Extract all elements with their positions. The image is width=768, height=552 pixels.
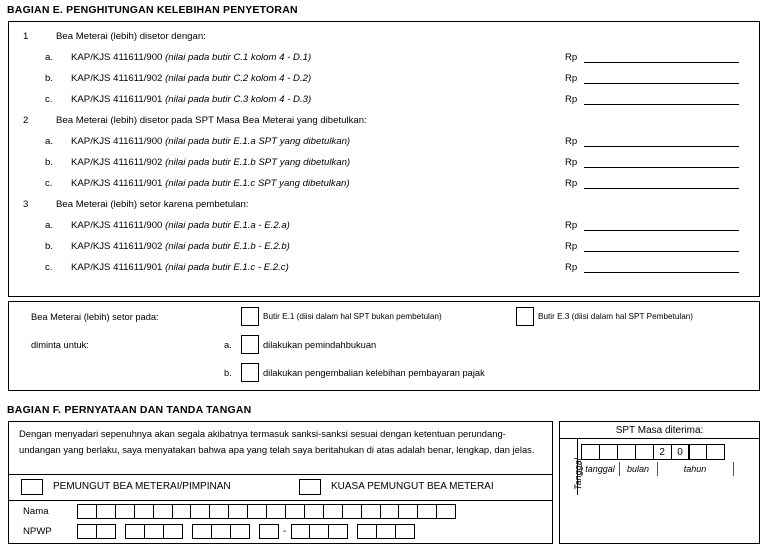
receipt-date-cell[interactable]: 0 [671,444,690,460]
npwp-cell[interactable] [395,524,415,539]
receipt-panel [559,421,760,544]
npwp-gap [348,524,357,539]
nama-cell[interactable] [361,504,381,519]
item-note: (nilai pada butir E.1.c SPT yang dibetulkan) [165,178,350,189]
amount-input-line[interactable] [584,230,739,231]
npwp-group [291,524,349,539]
item-row [9,68,759,89]
item-row [9,236,759,257]
item-code: KAP/KJS 411611/900 [71,220,166,231]
receipt-date-cell[interactable] [706,444,725,460]
nama-cell[interactable] [96,504,116,519]
item-row [9,89,759,110]
receipt-vertical-label-text: Tanggal [573,458,583,490]
group-title: Bea Meterai (lebih) disetor pada SPT Masa Bea Meterai yang dibetulkan: [56,115,367,126]
receipt-date-cell[interactable]: 2 [653,444,672,460]
receipt-date-cell[interactable] [617,444,636,460]
item-text [71,173,350,194]
item-letter: a. [45,220,54,231]
npwp-group [357,524,415,539]
nama-input[interactable] [77,504,456,519]
receipt-date-sublabel: tahun [683,464,707,474]
checkbox-kuasa-pemungut-label: KUASA PEMUNGUT BEA METERAI [331,481,494,492]
currency-label: Rp [565,178,578,189]
nama-cell[interactable] [134,504,154,519]
npwp-group [125,524,183,539]
amount-input-line[interactable] [584,62,739,63]
checkbox-butir-e1-label: Butir E.1 (diisi dalam hal SPT bukan pembetulan) [263,312,442,321]
npwp-cell[interactable] [328,524,348,539]
item-note: (nilai pada butir C.1 kolom 4 - D.1) [165,52,312,63]
receipt-date-cell[interactable] [581,444,600,460]
receipt-date-cells[interactable] [581,444,725,460]
checkbox-butir-e3[interactable] [516,307,534,326]
request-label: diminta untuk: [31,340,89,350]
npwp-cell[interactable] [230,524,250,539]
nama-cell[interactable] [190,504,210,519]
receipt-date-cell[interactable] [599,444,618,460]
checkbox-kuasa-pemungut[interactable] [299,479,321,495]
receipt-date-labels [581,462,733,476]
npwp-cell[interactable] [291,524,311,539]
receipt-title: SPT Masa diterima: [560,422,759,439]
receipt-date-tick [657,462,658,476]
item-note: (nilai pada butir E.1.c - E.2.c) [165,262,289,273]
receipt-date-tick [619,462,620,476]
item-letter: b. [45,241,54,252]
amount-input-line[interactable] [584,83,739,84]
amount-input-line[interactable] [584,272,739,273]
section-f-rule-top [9,474,552,475]
npwp-label: NPWP [23,526,52,537]
npwp-cell[interactable] [192,524,212,539]
npwp-cell[interactable] [77,524,97,539]
item-code: KAP/KJS 411611/901 [71,262,166,273]
group-title: Bea Meterai (lebih) disetor dengan: [56,31,206,42]
nama-cell[interactable] [304,504,324,519]
npwp-cell[interactable] [259,524,279,539]
item-row [9,152,759,173]
group-title-row [9,194,759,215]
declaration-statement: Dengan menyadari sepenuhnya akan segala akibatnya termasuk sanksi-sanksi sesuai dengan ketentuan perundang-undangan yang berlaku, saya menyatakan bahwa apa yang telah saya beritahukan di atas adalah benar, lengkap, dan jelas. [19,428,535,455]
item-text [71,89,311,110]
nama-cell[interactable] [380,504,400,519]
currency-label: Rp [565,136,578,147]
group-number: 1 [23,31,29,42]
receipt-date-sublabel: tanggal [585,464,615,474]
item-note: (nilai pada butir C.3 kolom 4 - D.3) [165,94,312,105]
item-text [71,47,311,68]
npwp-cell[interactable] [96,524,116,539]
setor-label: Bea Meterai (lebih) setor pada: [31,312,159,322]
item-code: KAP/KJS 411611/900 [71,52,166,63]
item-letter: c. [45,178,53,189]
item-code: KAP/KJS 411611/902 [71,73,166,84]
npwp-input[interactable] [77,524,415,539]
receipt-date-cell[interactable] [635,444,654,460]
nama-cell[interactable] [417,504,437,519]
npwp-gap [116,524,125,539]
receipt-divider [577,439,578,495]
nama-cell[interactable] [285,504,305,519]
item-row [9,131,759,152]
item-code: KAP/KJS 411611/901 [71,94,166,105]
amount-input-line[interactable] [584,104,739,105]
item-note: (nilai pada butir E.1.a - E.2.a) [165,220,290,231]
item-text [71,257,289,278]
currency-label: Rp [565,157,578,168]
item-code: KAP/KJS 411611/901 [71,178,166,189]
group-title: Bea Meterai (lebih) setor karena pembetulan: [56,199,249,210]
item-letter: a. [45,136,54,147]
item-row [9,173,759,194]
item-text [71,236,290,257]
nama-cell[interactable] [436,504,456,519]
nama-label: Nama [23,506,49,517]
item-letter: b. [45,73,54,84]
checkbox-pengembalian[interactable] [241,363,259,382]
receipt-date-sublabel: bulan [626,464,650,474]
amount-input-line[interactable] [584,146,739,147]
checkbox-pemungut[interactable] [21,479,43,495]
nama-cell[interactable] [209,504,229,519]
nama-cell[interactable] [247,504,267,519]
item-letter: c. [45,262,53,273]
item-note: (nilai pada butir E.1.b SPT yang dibetulkan) [165,157,351,168]
disposition-row-a [9,331,759,359]
nama-cell[interactable] [398,504,418,519]
currency-label: Rp [565,241,578,252]
checkbox-butir-e1[interactable] [241,307,259,326]
item-text [71,131,350,152]
npwp-group [192,524,250,539]
npwp-separator: - [282,526,287,537]
item-row [9,257,759,278]
section-f-heading: BAGIAN F. PERNYATAAN DAN TANDA TANGAN [7,404,252,416]
nama-cell[interactable] [77,504,97,519]
disposition-row-setor [9,303,759,331]
npwp-gap [183,524,192,539]
group-number: 3 [23,199,29,210]
section-e-disposition [8,301,760,391]
section-f-rule-bottom [9,500,552,501]
npwp-cell[interactable] [144,524,164,539]
npwp-group [77,524,116,539]
section-e-heading: BAGIAN E. PENGHITUNGAN KELEBIHAN PENYETORAN [7,4,298,16]
nama-cell[interactable] [342,504,362,519]
item-text [71,68,311,89]
item-text [71,152,350,173]
nama-cell[interactable] [153,504,173,519]
amount-input-line[interactable] [584,251,739,252]
nama-cell[interactable] [323,504,343,519]
npwp-group [259,524,279,539]
npwp-cell[interactable] [125,524,145,539]
currency-label: Rp [565,220,578,231]
currency-label: Rp [565,52,578,63]
item-note: (nilai pada butir E.1.a SPT yang dibetulkan) [165,136,351,147]
section-e-body [8,21,760,297]
item-text [71,215,290,236]
receipt-date-cell[interactable] [688,444,707,460]
item-letter: a. [45,52,54,63]
request-b-letter: b. [224,368,232,378]
amount-input-line[interactable] [584,188,739,189]
section-f-body [8,421,553,544]
nama-cell[interactable] [115,504,135,519]
npwp-cell[interactable] [376,524,396,539]
nama-cell[interactable] [228,504,248,519]
checkbox-pengembalian-label: dilakukan pengembalian kelebihan pembayaran pajak [263,368,485,378]
currency-label: Rp [565,262,578,273]
amount-input-line[interactable] [584,167,739,168]
receipt-date-tick [733,462,734,476]
item-row [9,215,759,236]
npwp-cell[interactable] [309,524,329,539]
nama-cell[interactable] [266,504,286,519]
currency-label: Rp [565,94,578,105]
item-row [9,47,759,68]
nama-cell[interactable] [172,504,192,519]
npwp-cell[interactable] [163,524,183,539]
item-note: (nilai pada butir C.2 kolom 4 - D.2) [165,73,312,84]
item-letter: c. [45,94,53,105]
npwp-cell[interactable] [211,524,231,539]
disposition-row-b [9,359,759,387]
item-code: KAP/KJS 411611/900 [71,136,166,147]
checkbox-pemindahbukuan[interactable] [241,335,259,354]
currency-label: Rp [565,73,578,84]
receipt-vertical-label [562,442,583,492]
group-number: 2 [23,115,29,126]
item-letter: b. [45,157,54,168]
group-title-row [9,26,759,47]
npwp-gap [250,524,259,539]
item-code: KAP/KJS 411611/902 [71,157,166,168]
npwp-cell[interactable] [357,524,377,539]
checkbox-pemindahbukuan-label: dilakukan pemindahbukuan [263,340,377,350]
checkbox-pemungut-label: PEMUNGUT BEA METERAI/PIMPINAN [53,481,231,492]
receipt-date-tick [581,462,582,476]
item-code: KAP/KJS 411611/902 [71,241,166,252]
checkbox-butir-e3-label: Butir E.3 (diisi dalam hal SPT Pembetulan) [538,312,694,321]
item-note: (nilai pada butir E.1.b - E.2.b) [165,241,290,252]
group-title-row [9,110,759,131]
request-a-letter: a. [224,340,232,350]
